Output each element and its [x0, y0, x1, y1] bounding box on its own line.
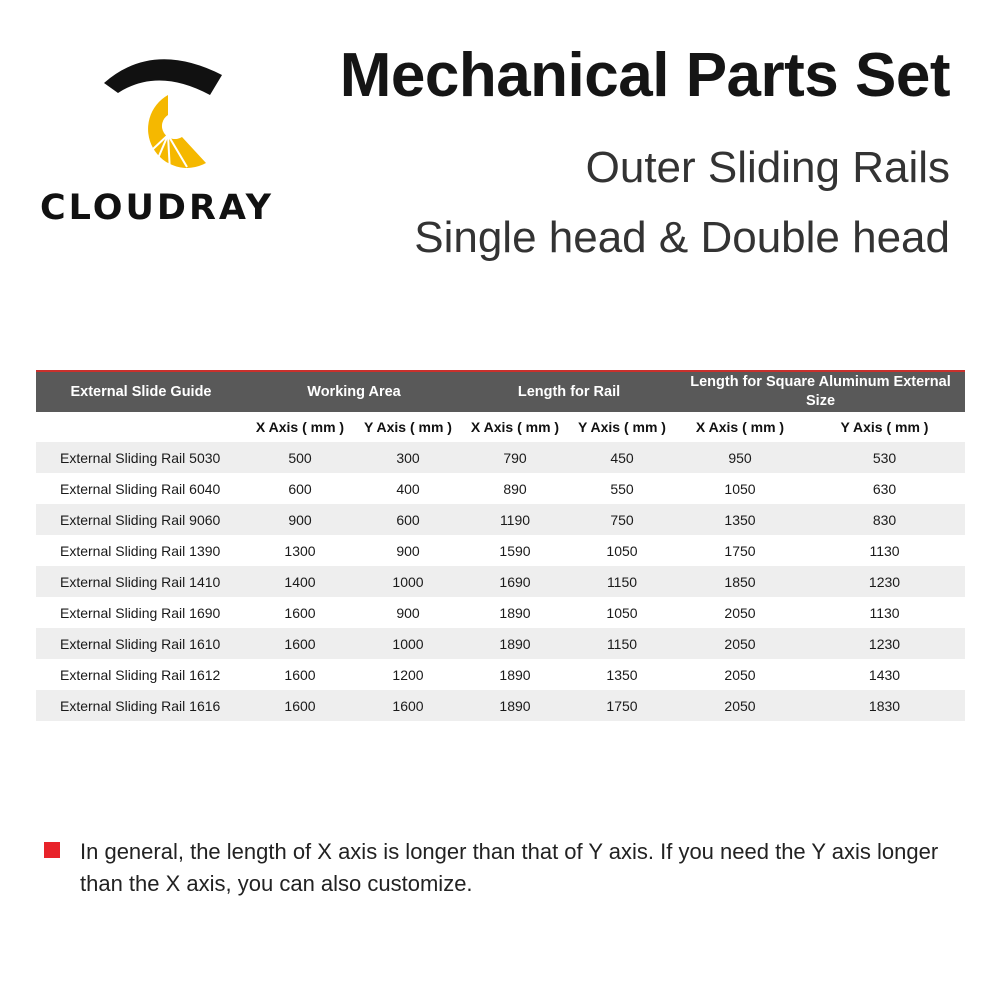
rail-model: External Sliding Rail 1616 — [36, 690, 246, 721]
aluminum-x: 950 — [676, 442, 804, 473]
rail-x: 1190 — [462, 504, 568, 535]
table-row — [36, 473, 965, 504]
working-x: 1600 — [246, 628, 354, 659]
rail-model: External Sliding Rail 9060 — [36, 504, 246, 535]
aluminum-y: 1130 — [804, 597, 965, 628]
aluminum-y: 530 — [804, 442, 965, 473]
aluminum-x: 1750 — [676, 535, 804, 566]
rail-model: External Sliding Rail 6040 — [36, 473, 246, 504]
rail-model: External Sliding Rail 1610 — [36, 628, 246, 659]
aluminum-x: 2050 — [676, 628, 804, 659]
rail-model: External Sliding Rail 1690 — [36, 597, 246, 628]
table-row — [36, 690, 965, 721]
aluminum-x: 1050 — [676, 473, 804, 504]
table-group-header-row — [36, 371, 965, 412]
rail-y: 450 — [568, 442, 676, 473]
cloudray-logo-mark — [98, 45, 228, 175]
rail-model: External Sliding Rail 5030 — [36, 442, 246, 473]
cloudray-logo — [40, 45, 295, 235]
table-row — [36, 659, 965, 690]
table-row — [36, 442, 965, 473]
rail-model: External Sliding Rail 1612 — [36, 659, 246, 690]
working-y: 1600 — [354, 690, 462, 721]
page-title: Mechanical Parts Set — [339, 41, 950, 110]
sub-header-rail-y: Y Axis ( mm ) — [568, 412, 676, 442]
rail-x: 1690 — [462, 566, 568, 597]
working-x: 1600 — [246, 690, 354, 721]
working-x: 900 — [246, 504, 354, 535]
rail-x: 1590 — [462, 535, 568, 566]
aluminum-y: 1130 — [804, 535, 965, 566]
group-header-guide: External Slide Guide — [36, 371, 246, 412]
aluminum-y: 830 — [804, 504, 965, 535]
rail-y: 1050 — [568, 535, 676, 566]
group-header-working-area: Working Area — [246, 371, 462, 412]
rail-x: 790 — [462, 442, 568, 473]
rail-y: 1150 — [568, 566, 676, 597]
sub-header-rail-x: X Axis ( mm ) — [462, 412, 568, 442]
aluminum-y: 1230 — [804, 628, 965, 659]
working-x: 1600 — [246, 597, 354, 628]
table-row — [36, 504, 965, 535]
table-row — [36, 628, 965, 659]
aluminum-y: 630 — [804, 473, 965, 504]
sub-header-empty — [36, 412, 246, 442]
rail-x: 1890 — [462, 659, 568, 690]
aluminum-y: 1430 — [804, 659, 965, 690]
table-sub-header-row — [36, 412, 965, 442]
red-square-bullet-icon — [44, 842, 60, 858]
rail-model: External Sliding Rail 1410 — [36, 566, 246, 597]
aluminum-y: 1830 — [804, 690, 965, 721]
rail-y: 750 — [568, 504, 676, 535]
rail-y: 550 — [568, 473, 676, 504]
group-header-rail-length: Length for Rail — [462, 371, 676, 412]
working-y: 400 — [354, 473, 462, 504]
sub-header-alu-x: X Axis ( mm ) — [676, 412, 804, 442]
working-y: 600 — [354, 504, 462, 535]
group-header-aluminum-size: Length for Square Aluminum External Size — [676, 371, 965, 412]
table-row — [36, 597, 965, 628]
sub-header-work-y: Y Axis ( mm ) — [354, 412, 462, 442]
aluminum-y: 1230 — [804, 566, 965, 597]
working-y: 1200 — [354, 659, 462, 690]
aluminum-x: 1350 — [676, 504, 804, 535]
working-x: 500 — [246, 442, 354, 473]
subtitle-variant: Single head & Double head — [414, 213, 950, 262]
rail-model: External Sliding Rail 1390 — [36, 535, 246, 566]
working-x: 600 — [246, 473, 354, 504]
subtitle-product: Outer Sliding Rails — [585, 143, 950, 192]
sub-header-alu-y: Y Axis ( mm ) — [804, 412, 965, 442]
table-row — [36, 535, 965, 566]
table-row — [36, 566, 965, 597]
brand-name: CLOUDRAY — [40, 188, 274, 228]
working-y: 1000 — [354, 566, 462, 597]
rail-x: 1890 — [462, 690, 568, 721]
rail-x: 1890 — [462, 628, 568, 659]
working-y: 900 — [354, 597, 462, 628]
rail-y: 1050 — [568, 597, 676, 628]
rail-y: 1750 — [568, 690, 676, 721]
working-x: 1600 — [246, 659, 354, 690]
working-y: 300 — [354, 442, 462, 473]
rail-x: 890 — [462, 473, 568, 504]
working-y: 1000 — [354, 628, 462, 659]
rail-y: 1350 — [568, 659, 676, 690]
working-x: 1400 — [246, 566, 354, 597]
working-y: 900 — [354, 535, 462, 566]
specs-table — [36, 370, 965, 721]
note-text: In general, the length of X axis is longer than that of Y axis. If you need the Y axis longer than the X axis, you can also customize. — [80, 839, 939, 896]
aluminum-x: 1850 — [676, 566, 804, 597]
aluminum-x: 2050 — [676, 659, 804, 690]
aluminum-x: 2050 — [676, 597, 804, 628]
working-x: 1300 — [246, 535, 354, 566]
aluminum-x: 2050 — [676, 690, 804, 721]
rail-x: 1890 — [462, 597, 568, 628]
rail-y: 1150 — [568, 628, 676, 659]
sub-header-work-x: X Axis ( mm ) — [246, 412, 354, 442]
